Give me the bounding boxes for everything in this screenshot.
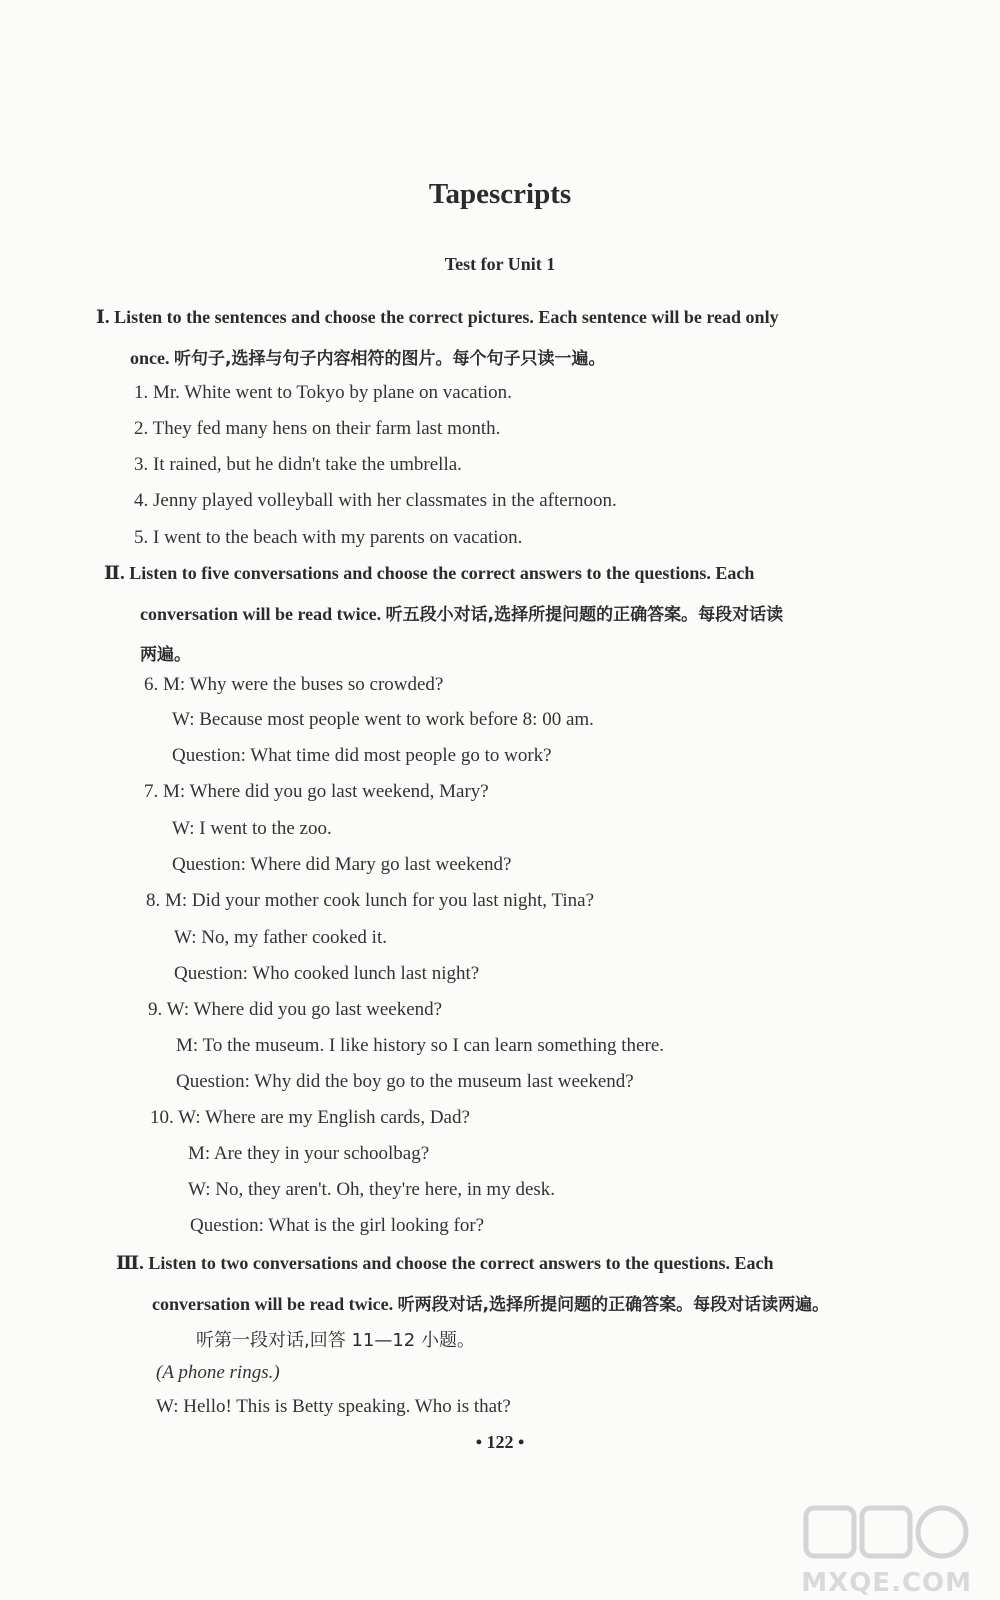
section1-instruction-en2: once.: [130, 348, 170, 368]
dialog-line: 7. M: Where did you go last weekend, Mary?: [144, 781, 489, 802]
list-item: 1. Mr. White went to Tokyo by plane on vacation.: [134, 382, 512, 403]
section3-instruction-cn: 听两段对话,选择所提问题的正确答案。每段对话读两遍。: [397, 1295, 830, 1315]
dialog-line: W: No, they aren't. Oh, they're here, in my desk.: [188, 1179, 556, 1200]
dialog-question: Question: What time did most people go to work?: [172, 745, 552, 766]
page-number: • 122 •: [475, 1432, 525, 1452]
stage-direction: (A phone rings.): [156, 1362, 280, 1383]
section2-number: Ⅱ.: [104, 563, 125, 584]
section3-sub-instruction: 听第一段对话,回答 11—12 小题。: [196, 1330, 475, 1351]
dialog-line: 10. W: Where are my English cards, Dad?: [150, 1107, 470, 1128]
section2-heading-line1: [104, 562, 754, 585]
dialog-line: 8. M: Did your mother cook lunch for you last night, Tina?: [146, 890, 595, 911]
list-item: 5. I went to the beach with my parents on vacation.: [134, 527, 523, 548]
section1-number: Ⅰ.: [96, 307, 110, 328]
dialog-line: W: I went to the zoo.: [172, 818, 332, 839]
watermark-url: MXQE.COM: [801, 1568, 972, 1598]
dialog-line: W: Because most people went to work before 8: 00 am.: [172, 709, 594, 730]
section3-number: Ⅲ.: [116, 1253, 144, 1274]
section3-heading-line2: [152, 1290, 829, 1315]
page-title: Tapescripts: [428, 178, 572, 210]
dialog-question: Question: Where did Mary go last weekend?: [172, 854, 512, 875]
dialog-line: 6. M: Why were the buses so crowded?: [144, 674, 444, 695]
dialog-question: Question: What is the girl looking for?: [190, 1215, 485, 1236]
section2-instruction-cn: 听五段小对话,选择所提问题的正确答案。每段对话读: [385, 605, 784, 625]
section1-heading-line2: [130, 344, 605, 369]
test-subtitle: Test for Unit 1: [444, 254, 556, 274]
list-item: 4. Jenny played volleyball with her classmates in the afternoon.: [134, 490, 617, 511]
dialog-question: Question: Why did the boy go to the museum last weekend?: [176, 1071, 634, 1092]
list-item: 3. It rained, but he didn't take the umbrella.: [134, 454, 462, 475]
section2-instruction-cn-line3: 两遍。: [140, 645, 191, 665]
section1-instruction-cn: 听句子,选择与句子内容相符的图片。每个句子只读一遍。: [174, 349, 606, 369]
section1-instruction-en: Listen to the sentences and choose the correct pictures. Each sentence will be read only: [114, 307, 779, 327]
section2-instruction-en2: conversation will be read twice.: [140, 604, 382, 624]
dialog-line: W: No, my father cooked it.: [174, 927, 387, 948]
section2-heading-line2: [140, 600, 783, 625]
dialog-line: W: Hello! This is Betty speaking. Who is that?: [156, 1396, 511, 1417]
section3-instruction-en: Listen to two conversations and choose the correct answers to the questions. Each: [148, 1253, 774, 1273]
dialog-line: M: Are they in your schoolbag?: [188, 1143, 430, 1164]
section1-heading-line1: [96, 306, 779, 329]
section2-instruction-en: Listen to five conversations and choose the correct answers to the questions. Each: [129, 563, 755, 583]
dialog-line: 9. W: Where did you go last weekend?: [148, 999, 443, 1020]
section3-instruction-en2: conversation will be read twice.: [152, 1294, 394, 1314]
list-item: 2. They fed many hens on their farm last month.: [134, 418, 501, 439]
dialog-line: M: To the museum. I like history so I can learn something there.: [176, 1035, 664, 1056]
section3-heading-line1: [116, 1252, 774, 1275]
dialog-question: Question: Who cooked lunch last night?: [174, 963, 480, 984]
